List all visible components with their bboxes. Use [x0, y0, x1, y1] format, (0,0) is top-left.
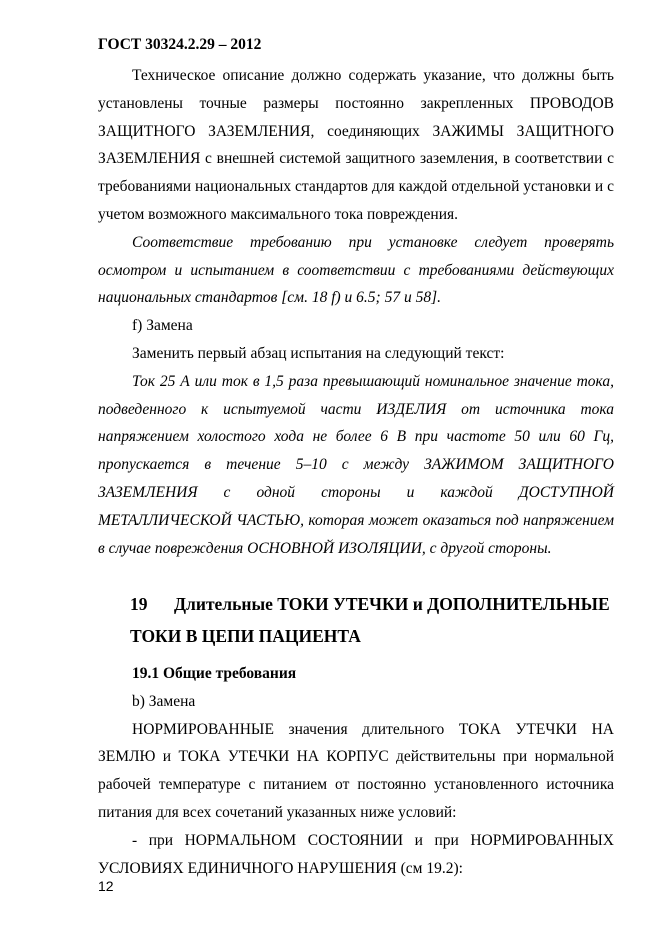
paragraph-replacement-f: f) Замена: [132, 317, 193, 335]
section-number: 19: [130, 594, 148, 614]
page-number: 12: [98, 878, 114, 894]
paragraph-replacement-b: b) Замена: [132, 692, 196, 710]
paragraph-replace-instruction: Заменить первый абзац испытания на следующий текст:: [132, 344, 505, 362]
document-header: ГОСТ 30324.2.29 – 2012: [98, 36, 262, 53]
paragraph-normal-condition: - при НОРМАЛЬНОМ СОСТОЯНИИ и при НОРМИРОВАННЫХ УСЛОВИЯХ ЕДИНИЧНОГО НАРУШЕНИЯ (см 19.2):: [98, 831, 614, 877]
paragraph-compliance: Соответствие требованию при установке следует проверять осмотром и испытанием в соответствии с требованиями действующих национальных стандартов [см. 18 f) и 6.5; 57 и 58].: [98, 233, 614, 307]
body-block-2: [98, 660, 614, 882]
paragraph-test-current: Ток 25 А или ток в 1,5 раза превышающий номинальное значение тока, подведенного к испытуемой части ИЗДЕЛИЯ от источника тока напряжением холостого хода не более 6 В при частоте 50 или 60 Гц, пропускается в течение 5–10 с между ЗАЖИМОМ ЗАЩИТНОГО ЗАЗЕМЛЕНИЯ с одной стороны и каждой ДОСТУПНОЙ МЕТАЛЛИЧЕСКОЙ ЧАСТЬЮ, которая может оказаться под напряжением в случае повреждения ОСНОВНОЙ ИЗОЛЯЦИИ, с другой стороны.: [98, 372, 614, 557]
body-block-1: [98, 62, 614, 562]
subsection-heading: 19.1 Общие требования: [132, 665, 297, 682]
section-heading: [130, 588, 614, 652]
section-title: Длительные ТОКИ УТЕЧКИ и ДОПОЛНИТЕЛЬНЫЕ ТОКИ В ЦЕПИ ПАЦИЕНТА: [130, 594, 610, 646]
paragraph-normative-values: НОРМИРОВАННЫЕ значения длительного ТОКА УТЕЧКИ НА ЗЕМЛЮ и ТОКА УТЕЧКИ НА КОРПУС действительны при нормальной рабочей температуре с питанием от постоянно установленного источника питания для всех сочетаний указанных ниже условий:: [98, 720, 614, 821]
paragraph-tech-description: Техническое описание должно содержать указание, что должны быть установлены точные размеры постоянно закрепленных ПРОВОДОВ ЗАЩИТНОГО ЗАЗЕМЛЕНИЯ, соединяющих ЗАЖИМЫ ЗАЩИТНОГО ЗАЗЕМЛЕНИЯ с внешней системой защитного заземления, в соответствии с требованиями национальных стандартов для каждой отдельной установки и с учетом возможного максимального тока повреждения.: [98, 67, 614, 223]
